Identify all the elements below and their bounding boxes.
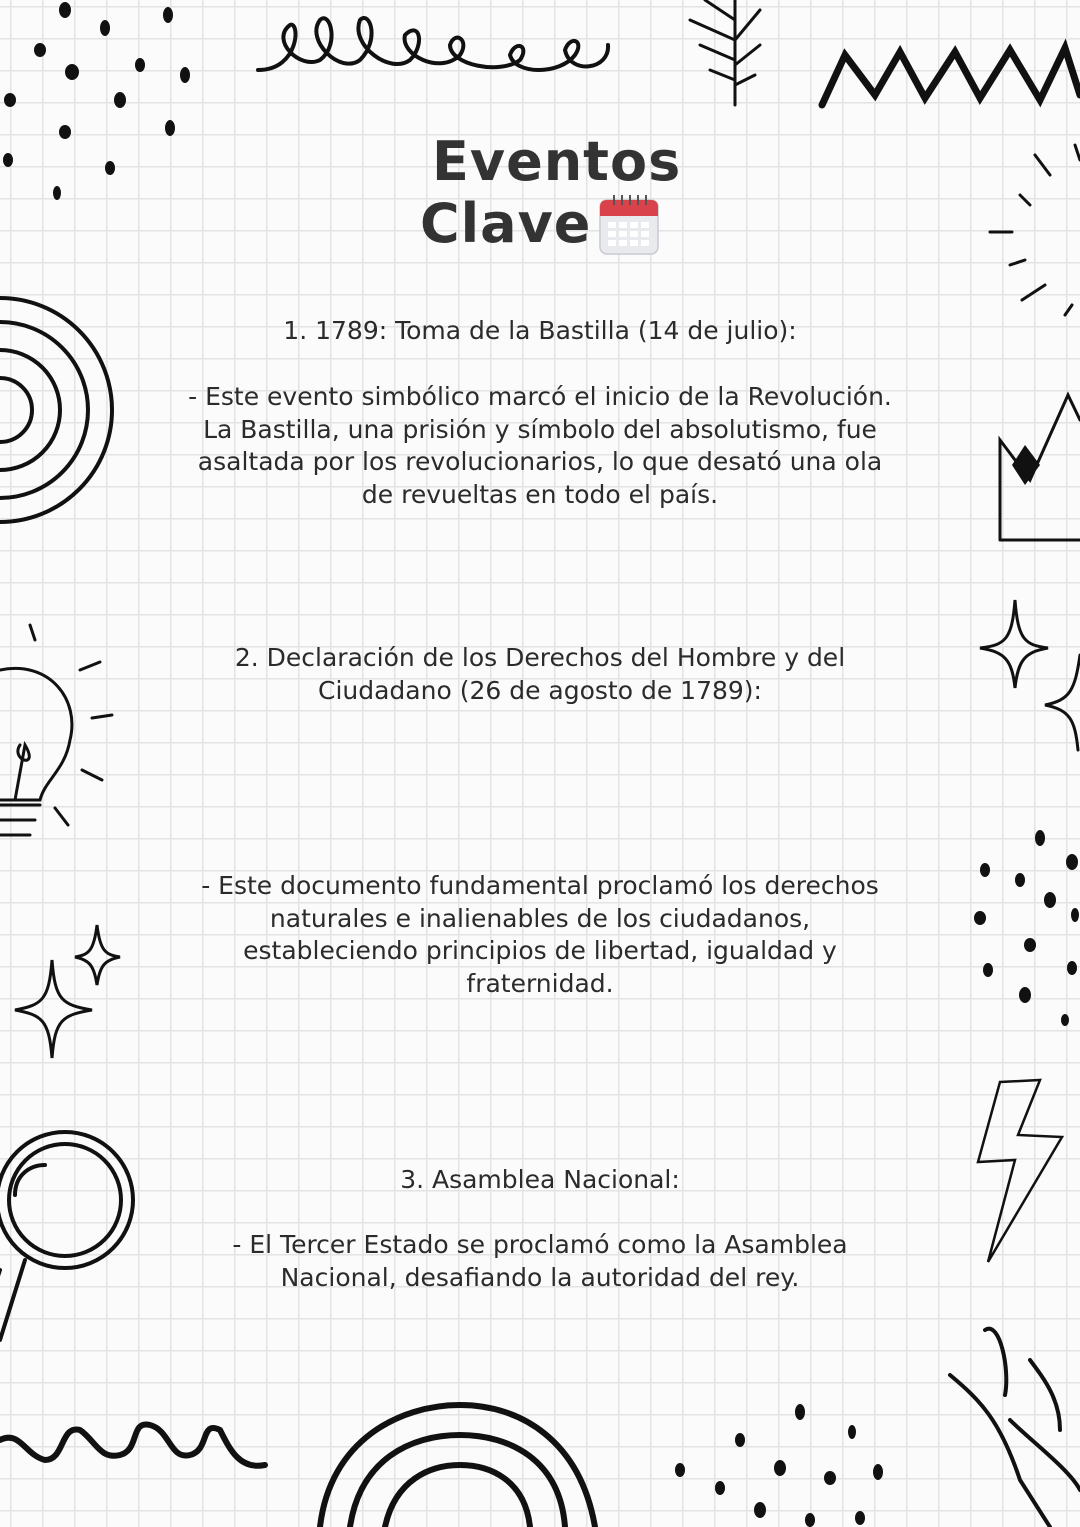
event-2-description [100,870,980,1000]
leaf-doodle [690,0,760,105]
event-heading-line: Ciudadano (26 de agosto de 1789): [318,675,762,705]
rainbow-doodle [320,1405,595,1527]
event-body-line: - El Tercer Estado se proclamó como la Asamblea [232,1230,848,1259]
event-body-line: naturales e inalienables de los ciudadanos, [269,903,811,933]
zigzag-doodle [822,48,1080,105]
event-1-heading [100,315,980,348]
sparkles-doodle-right [980,600,1080,750]
dots-doodle-bottom [675,1404,883,1527]
event-3-description [100,1229,980,1294]
dots-doodle-top-left [3,2,190,200]
dots-doodle-right [974,830,1079,1026]
event-body-line: La Bastilla, una prisión y símbolo del absolutismo, fue [203,414,877,444]
lightning-doodle [978,1080,1062,1262]
diamond-doodle [1012,445,1040,485]
loops-doodle [258,18,608,70]
event-body-line: fraternidad. [466,968,614,998]
event-heading-line: 2. Declaración de los Derechos del Hombre y del [234,643,846,672]
event-body-line: - Este documento fundamental proclamó los derechos [201,871,879,900]
wave-doodle [0,1424,265,1465]
spiral-doodle [0,298,112,522]
event-heading-line: 1. 1789: Toma de la Bastilla (14 de julio): [283,316,797,345]
page-title-line-2: Clave [420,192,592,255]
calendar-icon [598,192,660,256]
event-heading-line: 3. Asamblea Nacional: [400,1165,680,1194]
event-body-line: asaltada por los revolucionarios, lo que desató una ola [197,447,883,476]
sun-rays-doodle [990,145,1080,315]
page-title-line-1: Eventos [432,130,682,193]
event-2-heading [100,642,980,707]
crown-doodle [1000,395,1080,540]
event-body-line: de revueltas en todo el país. [361,479,719,509]
event-body-line: estableciendo principios de libertad, igualdad y [243,936,837,965]
event-3-heading [100,1164,980,1197]
bulb-doodle [0,625,112,835]
branch-doodle [950,1329,1080,1527]
event-body-line: Nacional, desafiando la autoridad del rey. [280,1262,800,1292]
event-1-description [100,381,980,511]
event-body-line: - Este evento simbólico marcó el inicio de la Revolución. [188,382,892,411]
